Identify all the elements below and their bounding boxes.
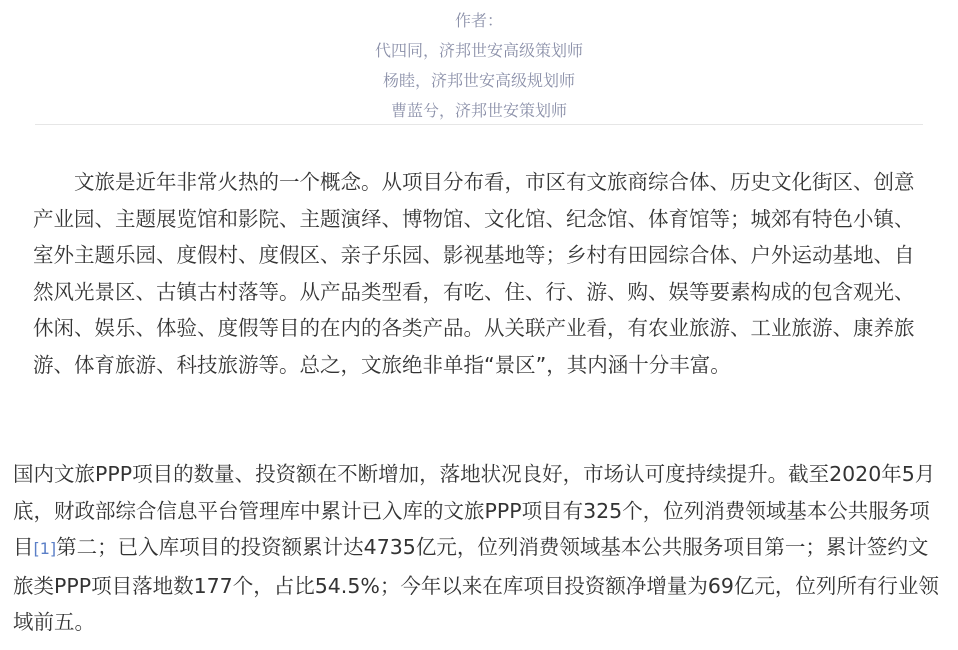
author-block (0, 6, 958, 126)
author-line: 曹蓝兮，济邦世安策划师 (390, 101, 567, 120)
author-label: 作者： (454, 11, 503, 30)
paragraph-text: 国内文旅PPP项目的数量、投资额在不断增加，落地状况良好，市场认可度持续提升。截至2020年5月底，财政部综合信息平台管理库中累计已入库的文旅PPP项目有325个，位列消费领域基本公共服务项目 (13, 462, 936, 559)
author-line: 杨睦，济邦世安高级规划师 (382, 71, 575, 90)
divider (35, 124, 923, 125)
paragraph-text: 第二；已入库项目的投资额累计达4735亿元，位列消费领域基本公共服务项目第一；累计签约文旅类PPP项目落地数177个，占比54.5%；今年以来在库项目投资额净增量为69亿元，位列所有行业领域前五。 (13, 535, 939, 634)
paragraph-ppp-stats (13, 456, 948, 641)
author-line: 代四同，济邦世安高级策划师 (374, 41, 583, 60)
footnote-link[interactable]: [1] (33, 539, 57, 558)
paragraph-intro: 文旅是近年非常火热的一个概念。从项目分布看，市区有文旅商综合体、历史文化街区、创意产业园、主题展览馆和影院、主题演绎、博物馆、文化馆、纪念馆、体育馆等；城郊有特色小镇、室外主题乐园、度假村、度假区、亲子乐园、影视基地等；乡村有田园综合体、户外运动基地、自然风光景区、古镇古村落等。从产品类型看，有吃、住、行、游、购、娱等要素构成的包含观光、休闲、娱乐、体验、度假等目的在内的各类产品。从关联产业看，有农业旅游、工业旅游、康养旅游、体育旅游、科技旅游等。总之，文旅绝非单指“景区”，其内涵十分丰富。 (33, 170, 915, 377)
